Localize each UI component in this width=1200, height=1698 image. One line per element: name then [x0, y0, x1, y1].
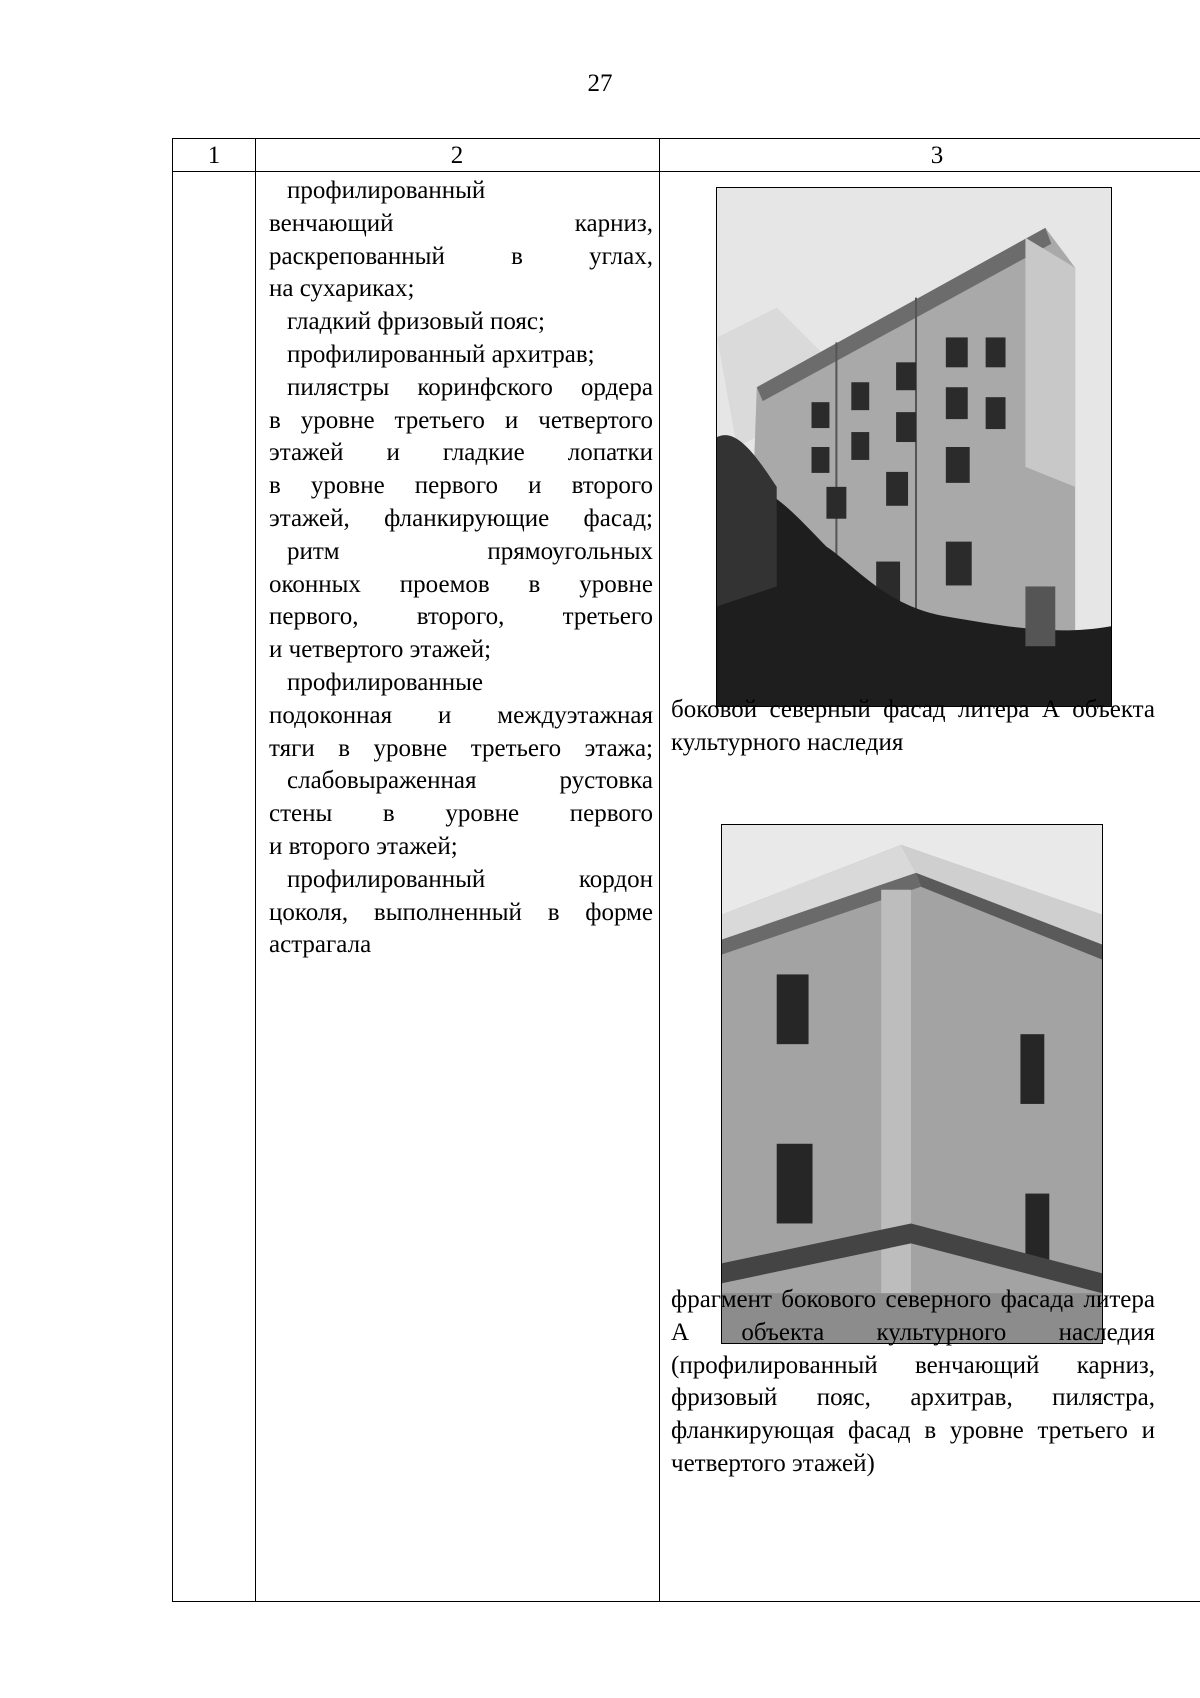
description-line: этажей и гладкие лопатки [269, 439, 653, 467]
description-line: пилястры коринфского ордера [287, 373, 653, 401]
description-line: профилированные [287, 668, 484, 696]
description-line: профилированный [287, 177, 486, 204]
description-line: венчающий карниз, [269, 209, 653, 237]
column-header-1: 1 [207, 142, 221, 169]
facade-fragment-image [722, 825, 1102, 1343]
description-line: профилированный архитрав; [287, 340, 595, 368]
description-line: в уровне третьего и четвертого [269, 406, 653, 434]
description-line: оконных проемов в уровне [269, 570, 653, 598]
elements-description [269, 175, 653, 962]
caption-text: боковой северный фасад литера А объекта культурного наследия [671, 696, 1155, 756]
facade-fragment-photo [721, 824, 1103, 1344]
column-header-3: 3 [930, 142, 944, 169]
north-facade-photo [716, 187, 1112, 707]
description-line: цоколя, выполненный в форме [269, 898, 653, 926]
caption-text: фрагмент бокового северного фасада литера А объекта культурного наследия (профилированный венчающий карниз, фризовый пояс, архитрав, пилястра, фланкирующая фасад в уровне третьего и четвертого этажей) [671, 1286, 1155, 1477]
description-line: профилированный кордон [287, 865, 653, 893]
heritage-table [172, 138, 1200, 1602]
description-line: гладкий фризовый пояс; [287, 308, 545, 336]
facade-fragment-caption [671, 1284, 1155, 1481]
column-header-2: 2 [450, 142, 464, 169]
description-line: тяги в уровне третьего этажа; [269, 734, 653, 762]
description-line: этажей, фланкирующие фасад; [269, 504, 653, 532]
description-line: астрагала [269, 931, 372, 959]
description-line: слабовыраженная рустовка [287, 767, 653, 795]
description-line: первого, второго, третьего [269, 603, 653, 631]
page-number: 27 [587, 70, 613, 97]
description-line: и четвертого этажей; [269, 636, 492, 664]
north-facade-caption [671, 694, 1155, 760]
description-line: на сухариках; [269, 275, 415, 303]
description-line: раскрепованный в углах, [269, 242, 653, 270]
description-line: стены в уровне первого [269, 800, 653, 828]
description-line: в уровне первого и второго [269, 472, 653, 500]
column-divider [659, 139, 660, 1601]
description-line: и второго этажей; [269, 832, 458, 860]
description-line: подоконная и междуэтажная [269, 701, 653, 729]
north-facade-image [717, 188, 1111, 706]
description-line: ритм прямоугольных [287, 537, 653, 565]
column-divider [255, 139, 256, 1601]
